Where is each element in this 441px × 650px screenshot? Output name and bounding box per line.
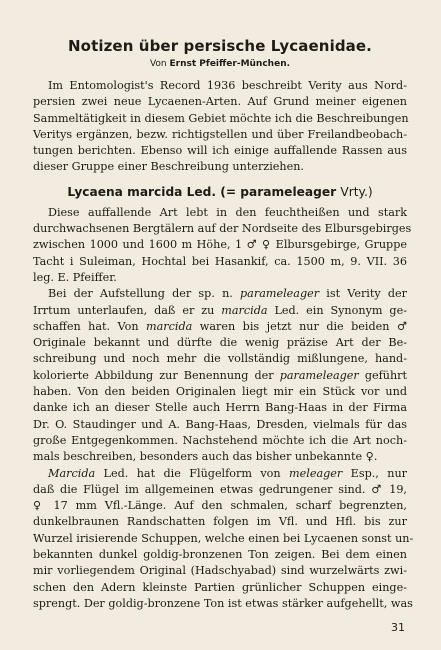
page-number: 31: [391, 621, 405, 634]
text-line: leg. E. Pfeiffer.: [33, 270, 117, 284]
text-line: danke ich an dieser Stelle auch Herrn Bang-Haas in der Firma: [33, 401, 407, 415]
section-heading-main: Lycaena marcida Led. (= parameleager: [67, 184, 337, 199]
text-line: große Entgegenkommen. Nachstehend möchte ich die Art noch-: [33, 433, 407, 447]
text-line: mals beschreiben, besonders auch das bisher unbekannte ♀.: [33, 450, 378, 464]
paragraph-habitat: [33, 205, 412, 286]
text-line: Marcida Led. hat die Flügelform von meleager Esp., nur: [48, 466, 407, 480]
text-line: dieser Gruppe einer Beschreibung unterziehen.: [33, 160, 304, 174]
text-line: Tacht i Suleiman, Hochtal bei Hasankif, ca. 1500 m, 9. VII. 36: [33, 254, 407, 268]
text-line: mir vorliegendem Original (Hadschyabad) sind wurzelwärts zwi-: [33, 564, 407, 578]
paragraph-description: [33, 466, 414, 613]
text-line: schaffen hat. Von marcida waren bis jetzt nur die beiden ♂: [33, 319, 407, 333]
text-line: Wurzel irisierende Schuppen, welche einen bei Lycaenen sonst un-: [33, 531, 414, 545]
text-line: Bei der Aufstellung der sp. n. parameleager ist Verity der: [48, 287, 408, 301]
text-line: bekannten dunkel goldig-bronzenen Ton zeigen. Bei dem einen: [33, 548, 407, 562]
text-line: schen den Adern kleinste Partien grünlicher Schuppen einge-: [33, 580, 407, 594]
text-line: Irrtum unterlaufen, daß er zu marcida Led. ein Synonym ge-: [33, 303, 407, 317]
text-line: Im Entomologist's Record 1936 beschreibt Verity aus Nord-: [48, 79, 407, 92]
text-line: persien zwei neue Lycaenen-Arten. Auf Grund meiner eigenen: [33, 95, 407, 109]
text-line: kolorierte Abbildung zur Benennung der parameleager geführt: [33, 368, 408, 382]
text-line: sprengt. Der goldig-bronzene Ton ist etwas stärker aufgehellt, was: [33, 596, 413, 610]
byline-author: Ernst Pfeiffer-München.: [169, 59, 291, 69]
byline-prefix: Von: [149, 59, 167, 69]
section-heading-suffix: Vrty.): [340, 184, 373, 199]
text-line: daß die Flügel im allgemeinen etwas gedrungener sind. ♂ 19,: [33, 482, 407, 496]
text-line: schreibung und noch mehr die vollständig mißlungene, hand-: [33, 352, 407, 366]
text-line: Sammeltätigkeit in diesem Gebiet möchte ich die Beschreibungen: [33, 111, 409, 125]
intro-paragraph: [33, 78, 407, 176]
text-line: Dr. O. Staudinger und A. Bang-Haas, Dresden, vielmals für das: [33, 417, 407, 431]
text-line: tungen berichten. Ebenso will ich einige auffallende Rassen aus: [33, 144, 407, 158]
text-line: dunkelbraunen Randschatten folgen im Vfl. und Hfl. bis zur: [33, 515, 407, 529]
text-line: Diese auffallende Art lebt in den feuchtheißen und stark: [48, 205, 407, 219]
paragraph-synonym: [33, 286, 407, 465]
text-line: zwischen 1000 und 1600 m Höhe, 1 ♂ ♀ Elbursgebirge, Gruppe: [33, 238, 407, 252]
text-line: Originale bekannt und dürfte die wenig präzise Art der Be-: [33, 336, 407, 350]
article-title: Notizen über persische Lycaenidae.: [68, 37, 372, 55]
text-line: durchwachsenen Bergtälern auf der Nordseite des Elbursgebirges: [33, 222, 412, 236]
text-line: Veritys ergänzen, bezw. richtigstellen und über Freilandbeobach-: [33, 127, 407, 141]
section-heading: [33, 184, 407, 201]
text-line: ♀ 17 mm Vfl.-Länge. Auf den schmalen, scharf begrenzten,: [33, 499, 407, 513]
byline: [33, 58, 407, 71]
text-line: haben. Von den beiden Originalen liegt mir ein Stück vor und: [33, 385, 407, 399]
